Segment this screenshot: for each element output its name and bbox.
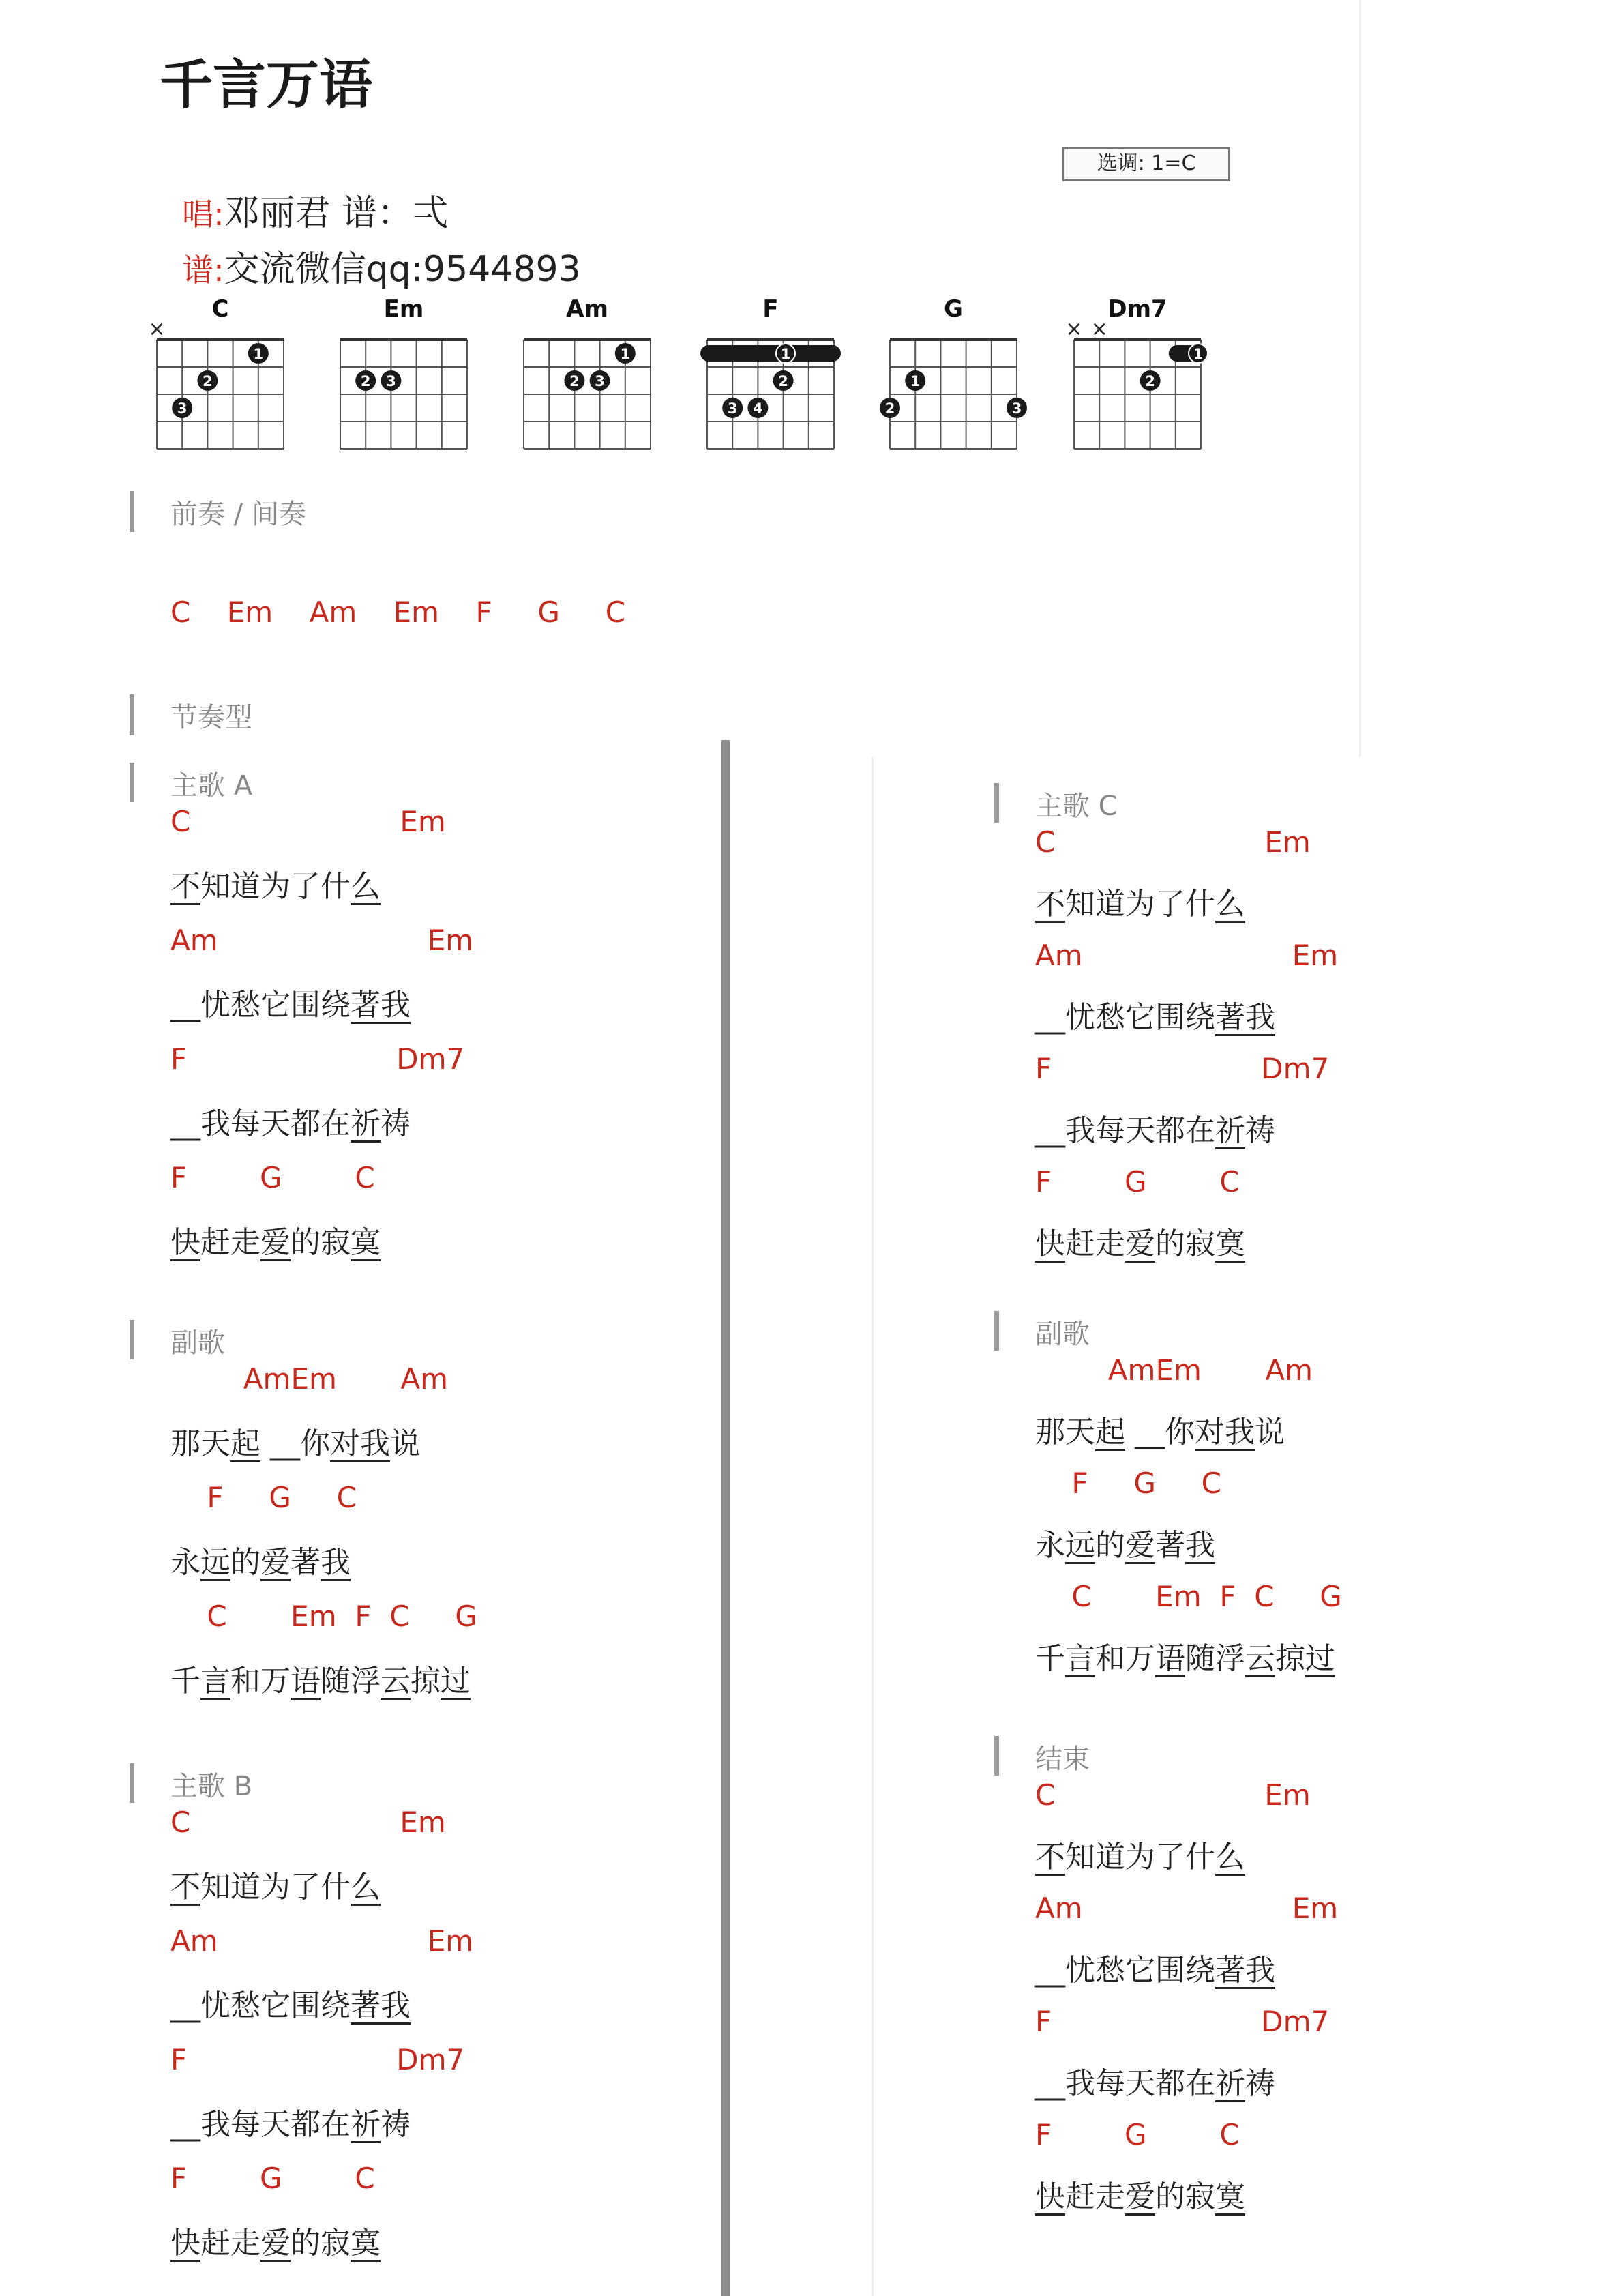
lyric-line: 永远的爱著我	[1035, 1528, 1215, 1563]
lyric-line: 那天起 __你对我说	[170, 1426, 420, 1461]
chorus-right-title: 副歌	[1035, 1319, 1090, 1350]
finger-number: 3	[595, 373, 605, 389]
barre-bar	[700, 345, 841, 362]
finger-number: 3	[727, 400, 738, 417]
lyric-line: 永远的爱著我	[170, 1545, 351, 1580]
outro-title: 结束	[1035, 1743, 1090, 1775]
key-select-button[interactable]: 选调: 1=C	[1062, 147, 1230, 181]
lyric-line: 不知道为了什么	[170, 1870, 381, 1904]
lyric-line: 千言和万语随浮云掠过	[1035, 1641, 1335, 1676]
mute-mark: ×	[148, 317, 166, 341]
lyric-line: 快赶走爱的寂寞	[170, 2226, 381, 2261]
lyric-line: __忧愁它围绕著我	[170, 988, 411, 1022]
finger-number: 2	[778, 373, 788, 389]
finger-number: 1	[780, 346, 791, 362]
chord-line: C Em F C G	[170, 1600, 477, 1633]
chord-line: F G C	[1035, 1165, 1240, 1198]
singer-value: 邓丽君 谱：弌	[224, 193, 449, 234]
chord-diagram-am	[503, 292, 678, 476]
chord-line: F G C	[170, 2162, 375, 2195]
chord-line: AmEm Am	[1035, 1353, 1313, 1387]
finger-number: 1	[910, 373, 921, 389]
chord-diagram-name: Em	[383, 295, 424, 323]
finger-number: 4	[753, 400, 763, 417]
section-marker	[130, 1320, 134, 1359]
chord-line: F Dm7	[1035, 2005, 1330, 2038]
chord-line: F G C	[170, 1481, 357, 1514]
chord-diagram-name: F	[762, 295, 779, 323]
verse-a-title: 主歌 A	[170, 770, 253, 801]
finger-number: 3	[1011, 400, 1022, 417]
chord-line: C Em	[170, 805, 446, 838]
chord-diagram-c	[136, 292, 311, 476]
chord-line: C Em	[1035, 1778, 1311, 1812]
chord-line: Am Em	[170, 924, 474, 957]
finger-number: 2	[884, 400, 895, 417]
column-divider	[721, 740, 730, 2296]
score-label: 谱:	[182, 252, 224, 289]
chord-diagram-name: G	[944, 295, 963, 323]
section-marker	[130, 491, 134, 532]
verse-b-title: 主歌 B	[170, 1771, 253, 1802]
lyric-line: 快赶走爱的寂寞	[1035, 1226, 1245, 1261]
lyric-line: __忧愁它围绕著我	[1035, 1000, 1275, 1035]
finger-number: 3	[177, 400, 188, 417]
mute-mark: ×	[1065, 317, 1083, 341]
chord-diagram-name: C	[211, 295, 229, 323]
finger-number: 2	[203, 373, 213, 389]
chord-line: F Dm7	[1035, 1052, 1330, 1085]
lyric-line: __我每天都在祈祷	[1035, 1113, 1275, 1148]
rhythm-title: 节奏型	[170, 702, 252, 733]
lyric-line: 那天起 __你对我说	[1035, 1415, 1285, 1449]
finger-number: 2	[1145, 373, 1155, 389]
lyric-line: __我每天都在祈祷	[1035, 2066, 1275, 2101]
section-marker	[130, 1763, 134, 1803]
finger-number: 3	[386, 373, 396, 389]
chord-diagram-dm7	[1054, 292, 1228, 476]
mute-mark: ×	[1090, 317, 1108, 341]
chord-line: AmEm Am	[170, 1362, 448, 1396]
chord-line: C Em F C G	[1035, 1580, 1342, 1613]
finger-number: 1	[1193, 346, 1204, 362]
chorus-left-title: 副歌	[170, 1327, 225, 1359]
chord-line: F G C	[1035, 2118, 1240, 2151]
lyric-line: 不知道为了什么	[1035, 1840, 1245, 1874]
lyric-line: __忧愁它围绕著我	[1035, 1953, 1275, 1988]
lyric-line: 不知道为了什么	[1035, 887, 1245, 922]
chord-line: Am Em	[1035, 939, 1339, 972]
chord-line: C Em	[170, 1806, 446, 1839]
chord-diagram-name: Dm7	[1107, 295, 1167, 323]
section-marker	[994, 1311, 999, 1351]
verse-c-title: 主歌 C	[1035, 791, 1118, 822]
card-border	[1359, 0, 1361, 757]
finger-number: 1	[620, 346, 631, 362]
finger-number: 1	[253, 346, 264, 362]
score-value: 交流微信qq:9544893	[224, 249, 581, 290]
chord-line: F Dm7	[170, 2043, 465, 2076]
song-title: 千言万语	[160, 55, 373, 116]
chord-line: Am Em	[1035, 1892, 1339, 1925]
section-marker	[130, 763, 134, 802]
intro-title: 前奏 / 间奏	[170, 499, 306, 530]
lyric-line: 快赶走爱的寂寞	[1035, 2179, 1245, 2214]
finger-number: 2	[360, 373, 371, 389]
chord-line: F G C	[1035, 1467, 1221, 1500]
chord-line: C Em	[1035, 825, 1311, 859]
lyric-line: __忧愁它围绕著我	[170, 1988, 411, 2023]
lyric-line: 不知道为了什么	[170, 869, 381, 904]
intro-chords: C Em Am Em F G C	[170, 595, 626, 629]
column-border	[872, 757, 874, 2296]
lyric-line: __我每天都在祈祷	[170, 2107, 411, 2142]
section-marker	[994, 783, 999, 823]
lyric-line: 千言和万语随浮云掠过	[170, 1664, 471, 1698]
chord-diagram-g	[869, 292, 1044, 476]
chord-diagram-f	[687, 292, 861, 476]
lyric-line: 快赶走爱的寂寞	[170, 1225, 381, 1260]
chord-line: Am Em	[170, 1924, 474, 1958]
score-line	[160, 199, 581, 291]
chord-diagram-name: Am	[566, 295, 608, 323]
singer-label: 唱:	[182, 196, 224, 233]
chord-line: F Dm7	[170, 1042, 465, 1076]
section-marker	[994, 1736, 999, 1776]
lyric-line: __我每天都在祈祷	[170, 1106, 411, 1141]
chord-line: F G C	[170, 1161, 375, 1194]
finger-number: 2	[569, 373, 580, 389]
chord-diagram-em	[320, 292, 494, 476]
section-marker	[130, 694, 134, 735]
